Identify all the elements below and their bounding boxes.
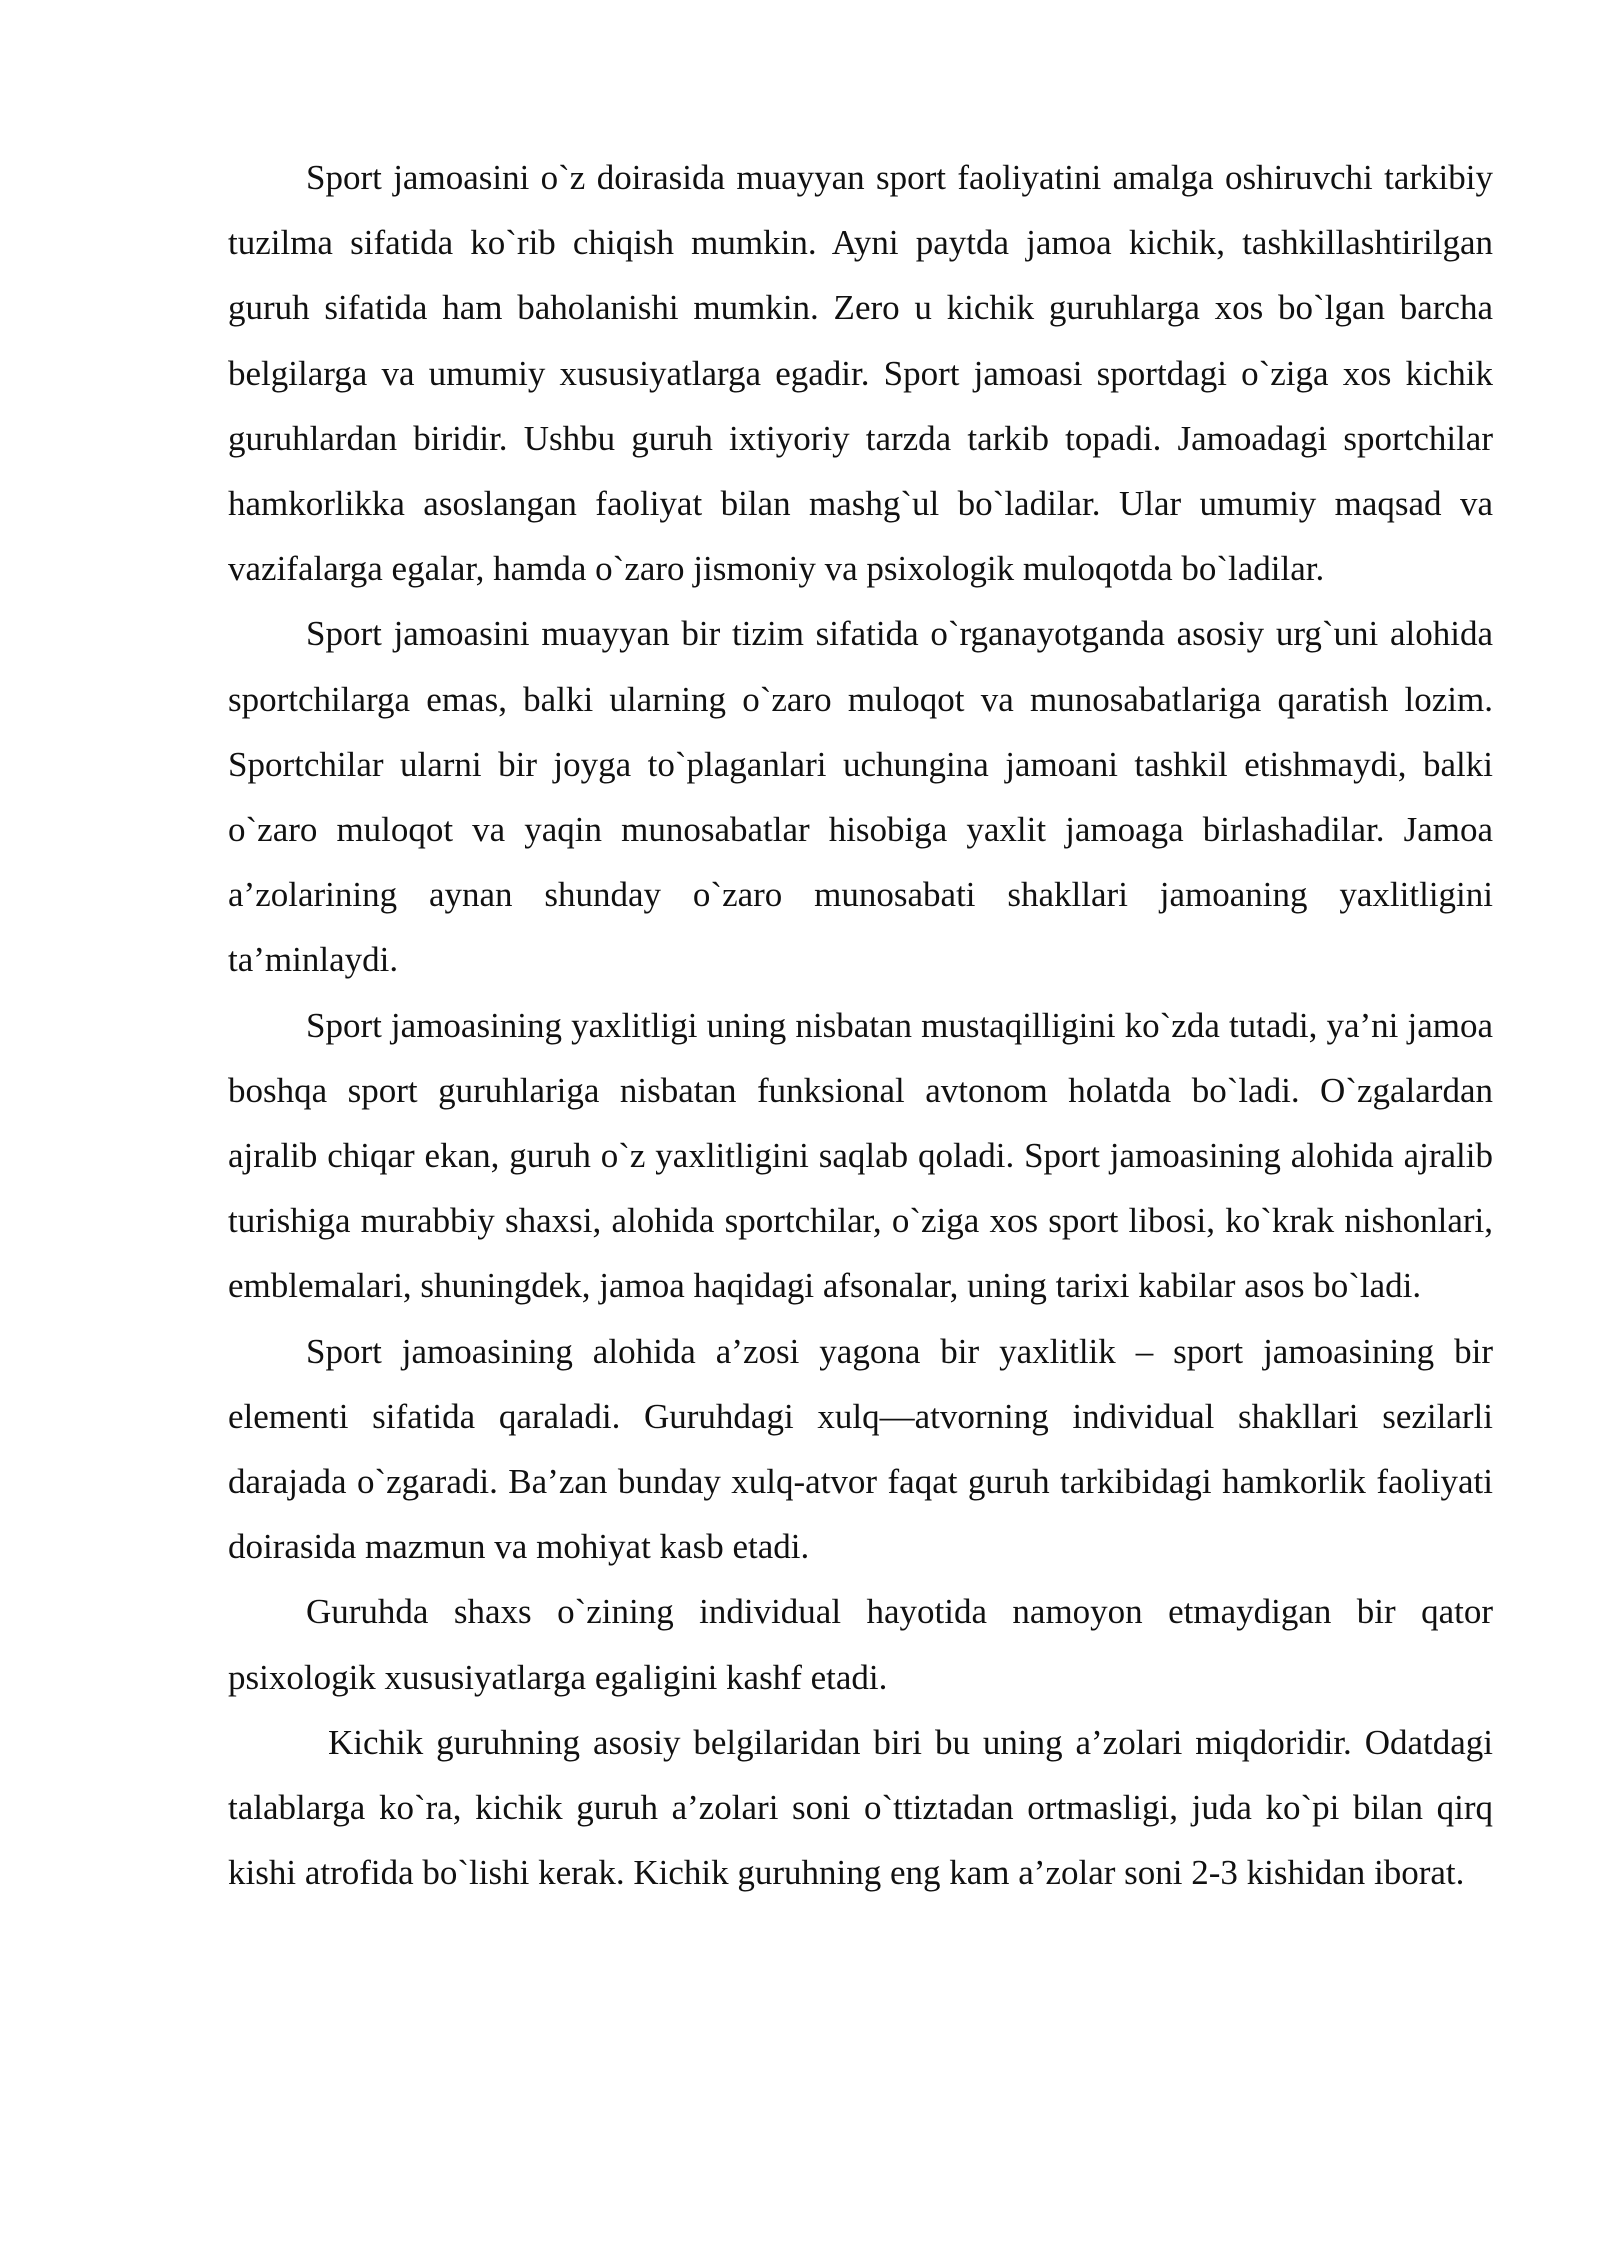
- paragraph-2: Sport jamoasini muayyan bir tizim sifatida o`rganayotganda asosiy urg`uni alohida sportchilarga emas, balki ularning o`zaro muloqot va munosabatlariga qaratish lozim. Sportchilar ularni bir joyga to`plaganlari uchungina jamoani tashkil etishmaydi, balki o`zaro muloqot va yaqin munosabatlar hisobiga yaxlit jamoaga birlashadilar. Jamoa a’zolarining aynan shunday o`zaro munosabati shakllari jamoaning yaxlitligini ta’minlaydi.: [228, 614, 1493, 980]
- paragraph-3: Sport jamoasining yaxlitligi uning nisbatan mustaqilligini ko`zda tutadi, ya’ni jamoa boshqa sport guruhlariga nisbatan funksional avtonom holatda bo`ladi. O`zgalardan ajralib chiqar ekan, guruh o`z yaxlitligini saqlab qoladi. Sport jamoasining alohida ajralib turishiga murabbiy shaxsi, alohida sportchilar, o`ziga xos sport libosi, ko`krak nishonlari, emblemalari, shuningdek, jamoa haqidagi afsonalar, uning tarixi kabilar asos bo`ladi.: [228, 1005, 1493, 1306]
- paragraph-5: Guruhda shaxs o`zining individual hayotida namoyon etmaydigan bir qator psixologik xususiyatlarga egaligini kashf etadi.: [228, 1592, 1493, 1697]
- paragraph-4: Sport jamoasining alohida a’zosi yagona bir yaxlitlik – sport jamoasining bir elementi sifatida qaraladi. Guruhdagi xulq—atvorning individual shakllari sezilarli darajada o`zgaradi. Ba’zan bunday xulq-atvor faqat guruh tarkibidagi hamkorlik faoliyati doirasida mazmun va mohiyat kasb etadi.: [228, 1331, 1493, 1567]
- paragraph-1: Sport jamoasini o`z doirasida muayyan sport faoliyatini amalga oshiruvchi tarkibiy tuzilma sifatida ko`rib chiqish mumkin. Ayni paytda jamoa kichik, tashkillashtirilgan guruh sifatida ham baholanishi mumkin. Zero u kichik guruhlarga xos bo`lgan barcha belgilarga va umumiy xususiyatlarga egadir. Sport jamoasi sportdagi o`ziga xos kichik guruhlardan biridir. Ushbu guruh ixtiyoriy tarzda tarkib topadi. Jamoadagi sportchilar hamkorlikka asoslangan faoliyat bilan mashg`ul bo`ladilar. Ular umumiy maqsad va vazifalarga egalar, hamda o`zaro jismoniy va psixologik muloqotda bo`ladilar.: [228, 158, 1493, 589]
- paragraph-6: Kichik guruhning asosiy belgilaridan biri bu uning a’zolari miqdoridir. Odatdagi talablarga ko`ra, kichik guruh a’zolari soni o`ttiztadan ortmasligi, juda ko`pi bilan qirq kishi atrofida bo`lishi kerak. Kichik guruhning eng kam a’zolar soni 2-3 kishidan iborat.: [228, 1722, 1493, 1893]
- document-page: [228, 145, 1493, 1905]
